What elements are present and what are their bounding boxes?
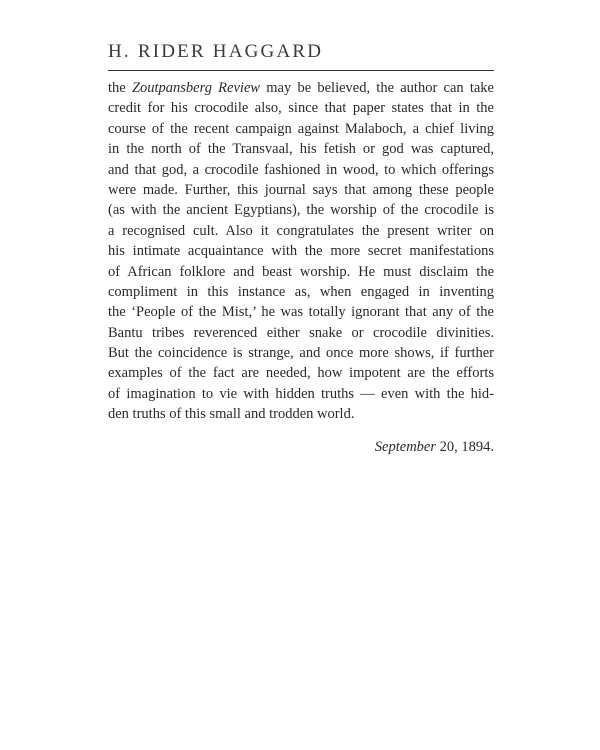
text-line: examples of the fact are needed, how impotent are the efforts: [108, 365, 494, 382]
text-run: may be believed, the author can take: [260, 80, 494, 96]
text-line: compliment in this instance as, when engaged in inventing: [108, 283, 494, 300]
body-paragraph: [108, 78, 494, 425]
text-line: a recognised cult. Also it congratulates the present writer on: [108, 222, 494, 239]
text-line: the ‘People of the Mist,’ he was totally ignorant that any of the: [108, 304, 494, 321]
text-line: course of the recent campaign against Malaboch, a chief living: [108, 120, 494, 137]
text-line: and that god, a crocodile fashioned in wood, to which offerings: [108, 161, 494, 178]
text-line: But the coincidence is strange, and once more shows, if further: [108, 345, 494, 362]
signoff-date: 20, 1894.: [436, 439, 494, 455]
text-line: were made. Further, this journal says that among these people: [108, 181, 494, 198]
text-line: of imagination to vie with hidden truths — even with the hid-: [108, 385, 494, 402]
signoff-month: September: [374, 439, 436, 455]
header-rule: [108, 70, 494, 71]
text-line: credit for his crocodile also, since that paper states that in the: [108, 100, 494, 117]
date-signoff: [108, 437, 494, 457]
text-run: the: [108, 80, 132, 96]
text-line: den truths of this small and trodden world.: [108, 406, 355, 423]
text-line: in the north of the Transvaal, his fetish or god was captured,: [108, 141, 494, 158]
text-line: of African folklore and beast worship. He must disclaim the: [108, 263, 494, 280]
text-line: (as with the ancient Egyptians), the worship of the crocodile is: [108, 202, 494, 219]
italic-title: Zoutpansberg Review: [131, 80, 261, 96]
text-line: Bantu tribes reverenced either snake or crocodile divinities.: [108, 324, 494, 341]
text-line: his intimate acquaintance with the more secret manifestations: [108, 243, 494, 260]
running-head: H. RIDER HAGGARD: [108, 41, 324, 62]
text-line: [108, 78, 494, 98]
